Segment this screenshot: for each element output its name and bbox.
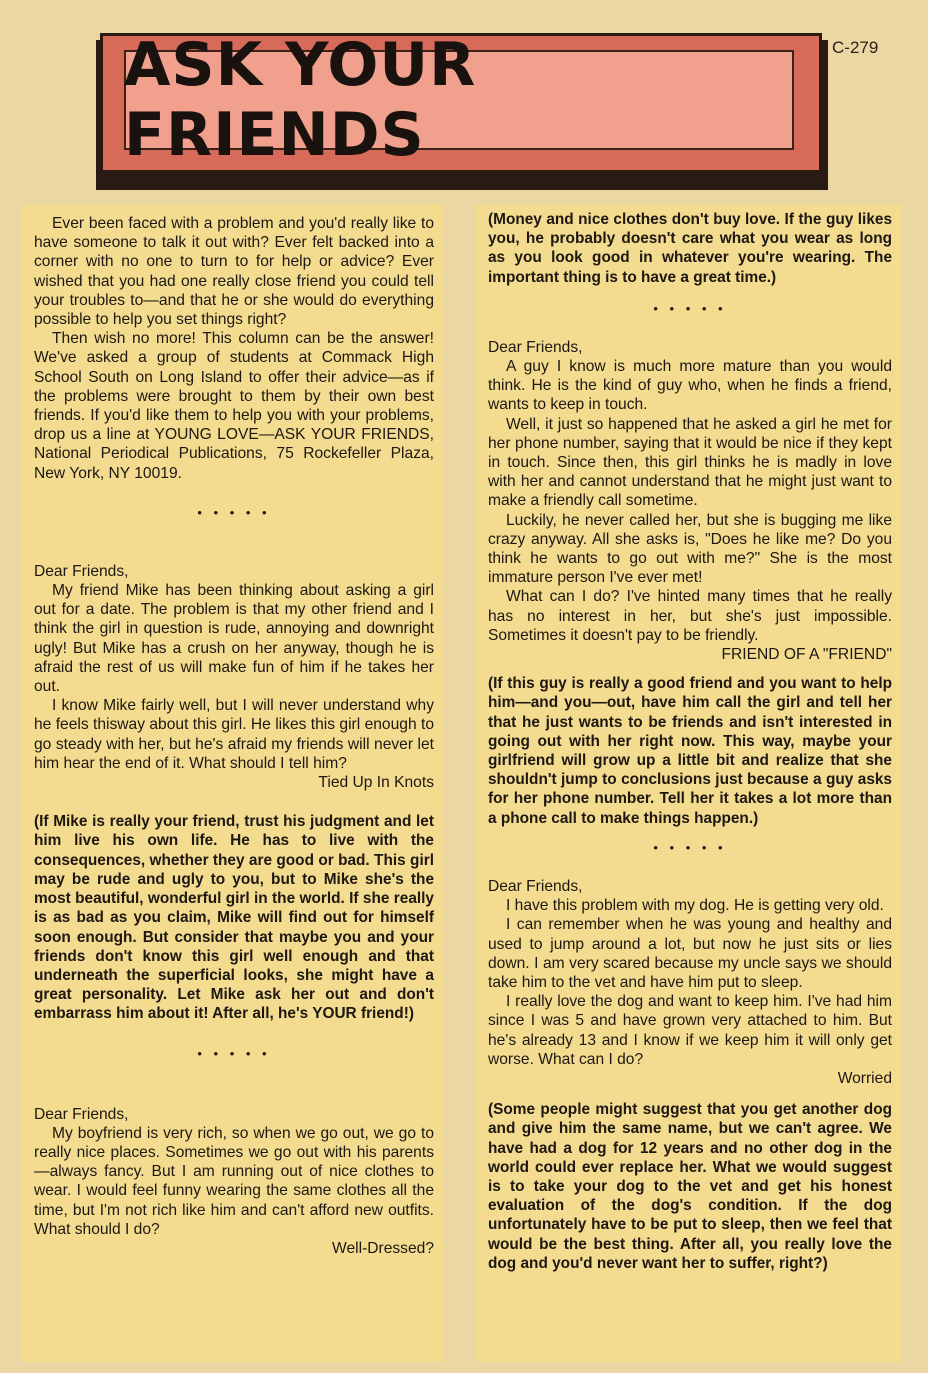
letter-answer: (Some people might suggest that you get another dog and give him the same name, but we can't agree. We have had a dog for 12 years and no other dog in the world could ever replace her. What we would suggest is to take your dog to the vet and get his honest evaluation of the dog's condition. If the dog unfortunately have to be put to sleep, then we feel that would be the best thing. After all, you really love the dog and you'd never want her to suffer, right?) xyxy=(488,1101,892,1272)
right-column xyxy=(476,204,902,1362)
letter-salutation: Dear Friends, xyxy=(488,338,583,356)
letter-paragraph: I can remember when he was young and healthy and used to jump around a lot, but now he just sits or lies down. I am very scared because my uncle says we should take him to the vet and have him put to sleep. xyxy=(488,916,892,991)
letter-paragraph: My friend Mike has been thinking about asking a girl out for a date. The problem is that my other friend and I think the girl in question is rude, annoying and downright ugly! But Mike has a crush on her anyway, though he is afraid the rest of us will make fun of him if he takes her out. xyxy=(34,582,434,696)
letter-answer: (Money and nice clothes don't buy love. If the guy likes you, he probably doesn't care what you wear as long as you look good in whatever you're wearing. The important thing is to have a great time.) xyxy=(488,211,892,286)
letter-paragraph: My boyfriend is very rich, so when we go out, we go to really nice places. Sometimes we go out with his parents—always fancy. But I am running out of nice clothes to wear. I would feel funny wearing the same clothes all the time, but I'm not rich like him and can't afford new outfits. What should I do? xyxy=(34,1124,434,1238)
letter-signature: Worried xyxy=(837,1069,892,1087)
letter-answer: (If this guy is really a good friend and you want to help him—and you—out, have him call the girl and tell her that he just wants to be friends and isn't interested in going out with her right now. This way, maybe your girlfriend will grow up a little bit and realize that she shouldn't jump to conclusions just because a guy asks for her phone number. Tell her it takes a lot more than a phone call to make things happen.) xyxy=(488,675,892,827)
page-title: ASK YOUR FRIENDS xyxy=(124,30,477,170)
letter-salutation: Dear Friends, xyxy=(488,877,583,895)
letter-paragraph: What can I do? I've hinted many times that he really has no interest in her, but she's just impossible. Sometimes it doesn't pay to be friendly. xyxy=(488,588,892,644)
letter-paragraph: I know Mike fairly well, but I will never understand why he feels thisway about this girl. He likes this girl enough to go steady with her, but he's afraid my friends will never let him hear the end of it. What should I tell him? xyxy=(34,697,434,772)
letter-signature: FRIEND OF A "FRIEND" xyxy=(721,646,892,664)
letter-salutation: Dear Friends, xyxy=(34,562,129,580)
letter-paragraph: I really love the dog and want to keep him. I've had him since I was 5 and have grown very attached to him. But he's already 13 and I know if we keep him it will only get worse. What can I do? xyxy=(488,993,892,1068)
separator: • • • • • xyxy=(197,504,271,520)
letter-salutation: Dear Friends, xyxy=(34,1105,129,1123)
intro-paragraph: Then wish no more! This column can be the answer! We've asked a group of students at Commack High School South on Long Island to offer their advice—as if the problems were brought to them by their own best friends. If you'd like them to help you with your problems, drop us a line at YOUNG LOVE—ASK YOUR FRIENDS, National Periodical Publications, 75 Rockefeller Plaza, New York, NY 10019. xyxy=(34,330,434,482)
letter-answer: (If Mike is really your friend, trust his judgment and let him live his own life. He has to live with the consequences, whether they are good or bad. This girl may be rude and ugly to you, but to Mike she's the most beautiful, wonderful girl in the world. If she really is as bad as you claim, Mike will find out for himself soon enough. But consider that maybe you and your friends don't know this girl well enough and that underneath the superficial looks, she might have a great personality. Let Mike ask her out and don't embarrass him about it! After all, he's YOUR friend!) xyxy=(34,813,434,1023)
separator: • • • • • xyxy=(197,1045,271,1061)
letter-paragraph: A guy I know is much more mature than you would think. He is the kind of guy who, when he finds a friend, wants to keep in touch. xyxy=(488,358,892,414)
left-column xyxy=(22,204,444,1362)
letter-paragraph: Luckily, he never called her, but she is bugging me like crazy anyway. All she asks is, "Does he like me? Do you think he wants to go out with me?" She is the most immature person I've ever met! xyxy=(488,511,892,587)
letter-signature: Tied Up In Knots xyxy=(318,774,434,792)
page-code: C-279 xyxy=(832,38,879,57)
separator: • • • • • xyxy=(653,300,727,316)
letter-paragraph: Well, it just so happened that he asked a girl he met for her phone number, saying that it would be nice if they kept in touch. Since then, this girl thinks he is madly in love with her and cannot understand that he might just want to make a friendly call sometime. xyxy=(488,415,892,510)
letter-signature: Well-Dressed? xyxy=(332,1239,434,1257)
separator: • • • • • xyxy=(653,839,727,855)
intro-paragraph: Ever been faced with a problem and you'd really like to have someone to talk it out with? Ever felt backed into a corner with no one to turn to for help or advice? Ever wished that you had one really close friend you could tell your troubles to—and that he or she would do everything possible to help you set things right? xyxy=(34,215,434,329)
letter-paragraph: I have this problem with my dog. He is getting very old. xyxy=(506,897,884,915)
